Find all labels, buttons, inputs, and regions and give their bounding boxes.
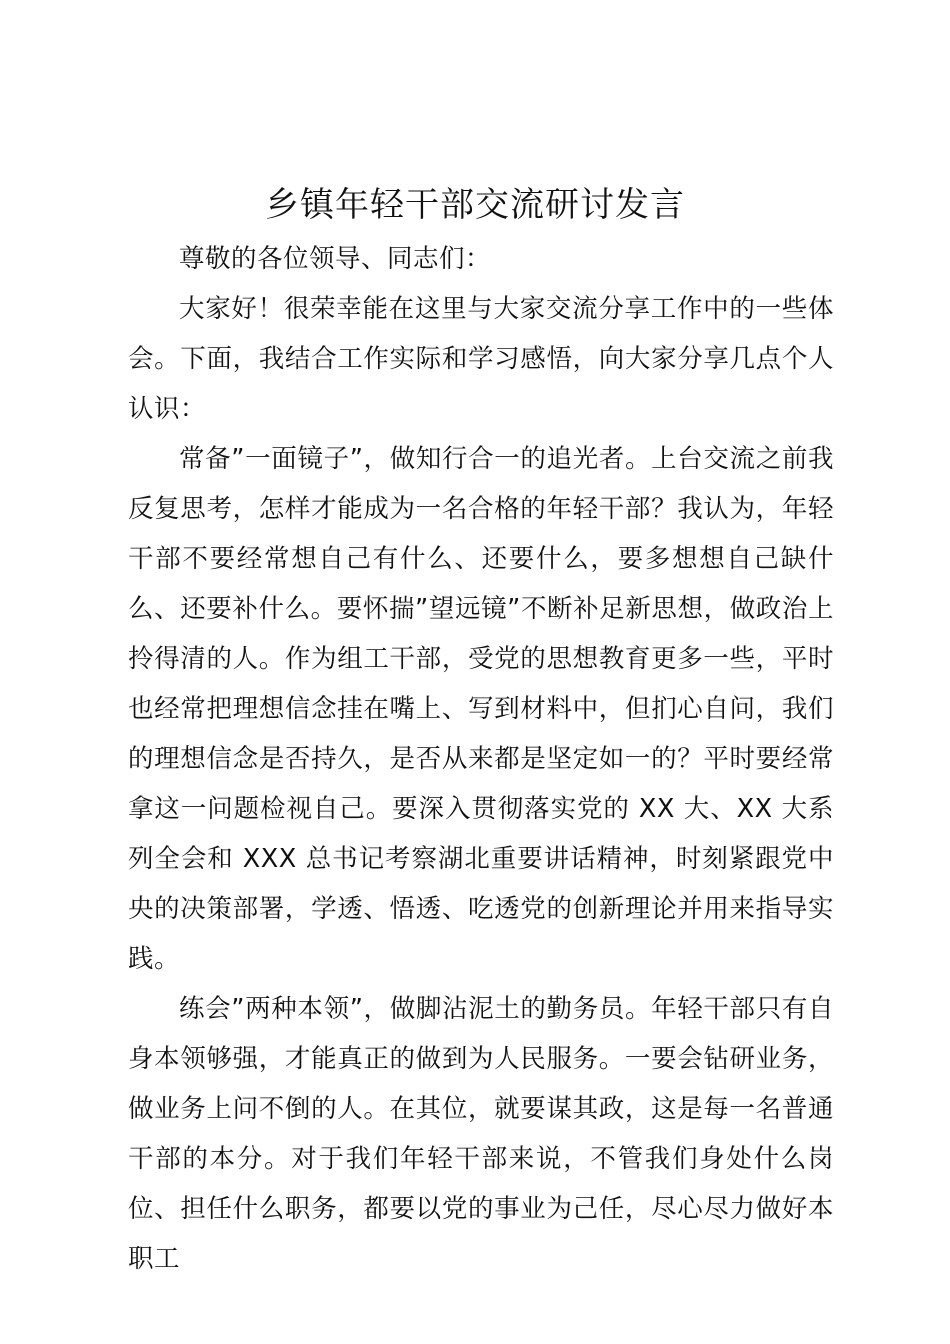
paragraph-mirror: 常备”一面镜子”，做知行合一的追光者。上台交流之前我反复思考，怎样才能成为一名合格的年轻干部？我认为，年轻干部不要经常想自己有什么、还要什么，要多想想自己缺什么、还要补什么。要怀揣”望远镜”不断补足新思想，做政治上拎得清的人。作为组工干部，受党的思想教育更多一些，平时也经常把理想信念挂在嘴上、写到材料中，但扪心自问，我们的理想信念是否持久，是否从来都是坚定如一的？平时要经常拿这一问题检视自己。要深入贯彻落实党的 XX 大、XX 大系列全会和 XXX 总书记考察湖北重要讲话精神，时刻紧跟党中央的决策部署，学透、悟透、吃透党的创新理论并用来指导实践。: [128, 444, 834, 974]
paragraph-skills: 练会”两种本领”，做脚沾泥土的勤务员。年轻干部只有自身本领够强，才能真正的做到为人民服务。一要会钻研业务，做业务上问不倒的人。在其位，就要谋其政，这是每一名普通干部的本分。对于我们年轻干部来说，不管我们身处什么岗位、担任什么职务，都要以党的事业为己任，尽心尽力做好本职工: [128, 994, 834, 1274]
document-title: 乡镇年轻干部交流研讨发言: [265, 185, 685, 225]
document-body: [128, 234, 834, 1284]
paragraph-greeting: 大家好！很荣幸能在这里与大家交流分享工作中的一些体会。下面，我结合工作实际和学习感悟，向大家分享几点个人认识：: [128, 294, 834, 424]
salutation: 尊敬的各位领导、同志们：: [179, 244, 492, 274]
